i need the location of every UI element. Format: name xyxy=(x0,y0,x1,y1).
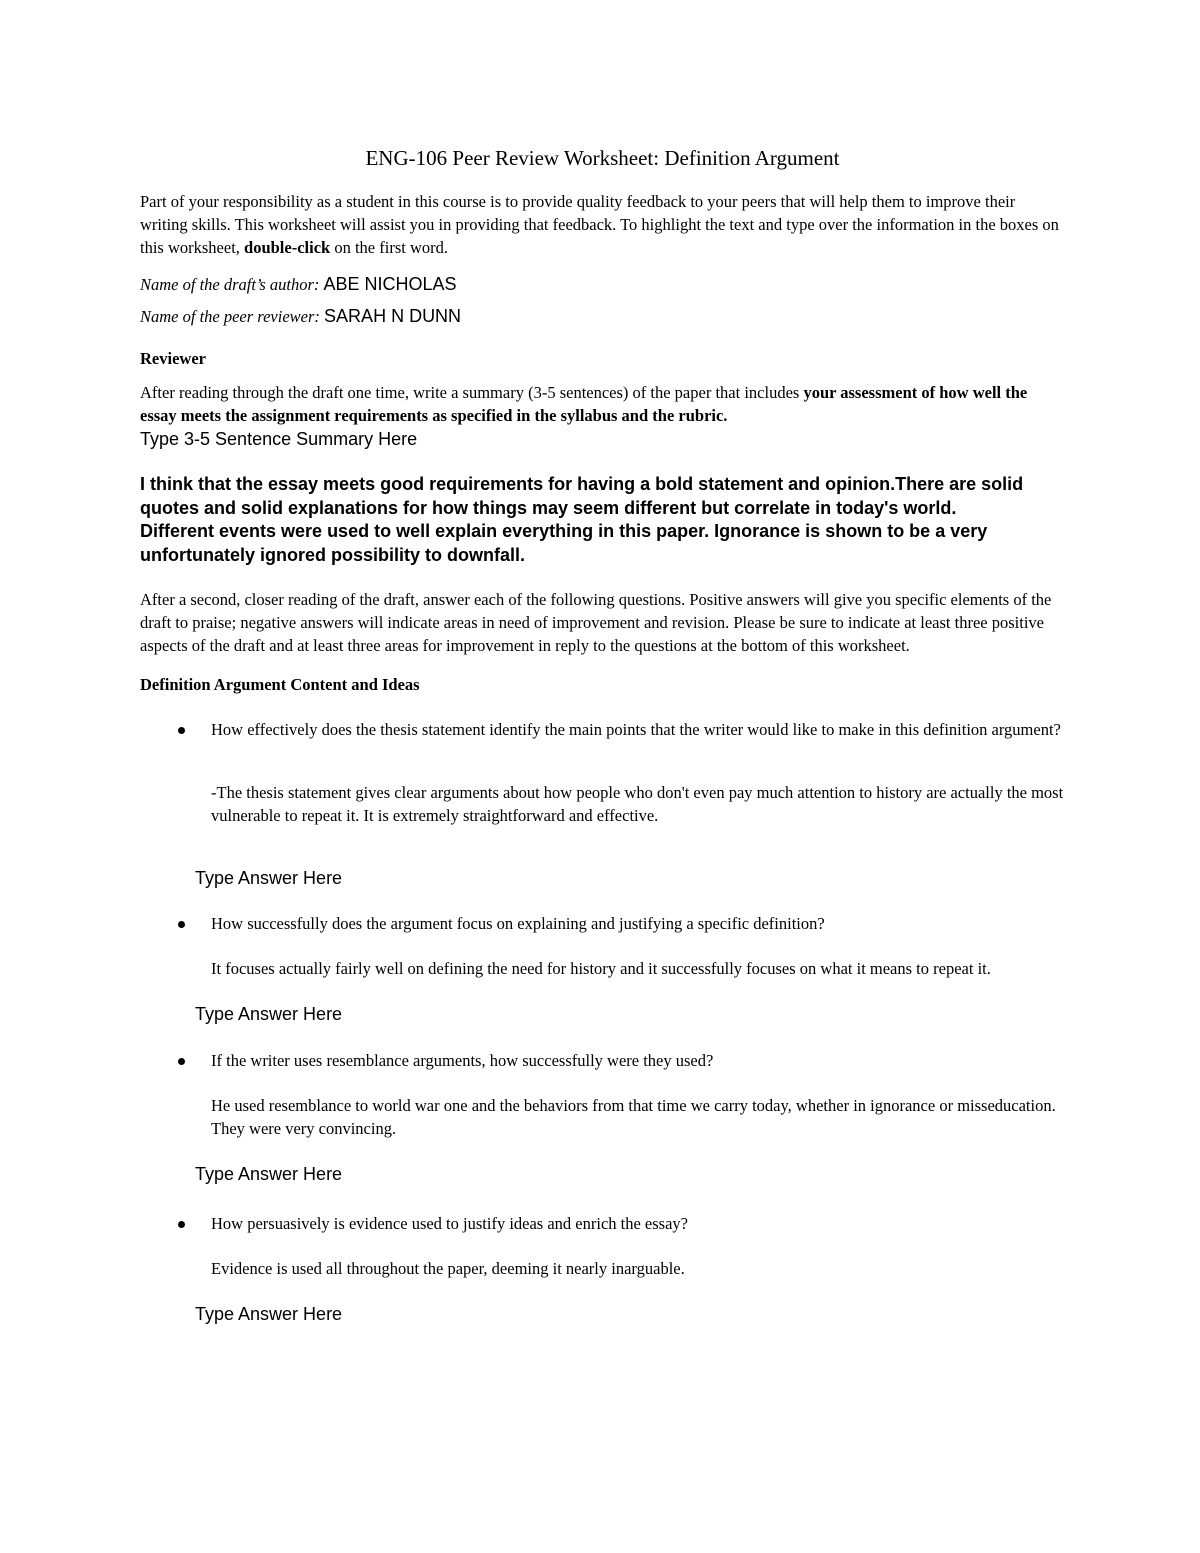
intro-bold-text: double-click xyxy=(244,238,331,257)
reviewer-name-field[interactable]: SARAH N DUNN xyxy=(324,306,462,326)
answer-text-field[interactable]: He used resemblance to world war one and the behaviors from that time we carry today, whether in ignorance or misseducation. They were very convincing. xyxy=(211,1096,1056,1138)
bullet-icon xyxy=(178,1058,185,1065)
question-item xyxy=(140,1212,1071,1235)
type-answer-field[interactable]: Type Answer Here xyxy=(195,1164,343,1184)
question-text: How successfully does the argument focus on explaining and justifying a specific definition? xyxy=(211,914,825,933)
content-ideas-heading: Definition Argument Content and Ideas xyxy=(140,675,420,694)
bullet-icon xyxy=(178,727,185,734)
intro-text-end: on the first word. xyxy=(330,238,448,257)
second-reading-instructions: After a second, closer reading of the draft, answer each of the following questions. Positive answers will give you specific elements of the draft to praise; negative answers will indicate areas in need of improvement and revision. Please be sure to indicate at least three positive aspects of the draft and at least three areas for improvement in reply to the questions at the bottom of this worksheet. xyxy=(140,590,1052,655)
summary-instructions-text: After reading through the draft one time, write a summary (3-5 sentences) of the paper that includes xyxy=(140,383,804,402)
summary-instructions xyxy=(140,381,1065,427)
page-title: ENG-106 Peer Review Worksheet: Definition Argument xyxy=(365,146,840,170)
intro-text: Part of your responsibility as a student in this course is to provide quality feedback to your peers that will help them to improve their writing skills. This worksheet will assist you in providing that feedback. To highlight the text and type over the information in the boxes on this worksheet, xyxy=(140,192,1059,257)
author-name-field[interactable]: ABE NICHOLAS xyxy=(323,274,457,294)
reviewer-line xyxy=(140,305,1065,328)
question-text: How effectively does the thesis statement identify the main points that the writer would like to make in this definition argument? xyxy=(211,720,1061,739)
worksheet-page xyxy=(140,140,1065,1326)
type-answer-field[interactable]: Type Answer Here xyxy=(195,1004,343,1024)
type-answer-field[interactable]: Type Answer Here xyxy=(195,868,343,888)
answer-text-field[interactable]: -The thesis statement gives clear arguments about how people who don't even pay much attention to history are actually the most vulnerable to repeat it. It is extremely straightforward and effective. xyxy=(211,783,1064,825)
author-line xyxy=(140,273,1065,296)
question-item xyxy=(140,1049,1071,1072)
question-item xyxy=(140,718,1071,741)
bullet-icon xyxy=(178,921,185,928)
summary-text-field[interactable]: I think that the essay meets good requirements for having a bold statement and opinion.There are solid quotes and solid explanations for how things may seem different but correlate in today's world. Different events were used to well explain everything in this paper. Ignorance is shown to be a very unfortunately ignored possibility to downfall. xyxy=(140,474,1024,565)
intro-paragraph xyxy=(140,190,1065,259)
answer-text-field[interactable]: Evidence is used all throughout the paper, deeming it nearly inarguable. xyxy=(211,1259,685,1278)
answer-text-field[interactable]: It focuses actually fairly well on defining the need for history and it successfully focuses on what it means to repeat it. xyxy=(211,959,991,978)
bullet-icon xyxy=(178,1221,185,1228)
author-label: Name of the draft’s author: xyxy=(140,275,320,294)
question-text: If the writer uses resemblance arguments, how successfully were they used? xyxy=(211,1051,714,1070)
reviewer-label: Name of the peer reviewer: xyxy=(140,307,320,326)
question-text: How persuasively is evidence used to justify ideas and enrich the essay? xyxy=(211,1214,688,1233)
summary-field-heading[interactable]: Type 3-5 Sentence Summary Here xyxy=(140,429,418,449)
question-item xyxy=(140,912,1071,935)
type-answer-field[interactable]: Type Answer Here xyxy=(195,1304,343,1324)
summary-instructions-bold: your assessment of how well the essay meets the assignment requirements as specified in the syllabus and the rubric. xyxy=(140,383,1028,425)
reviewer-heading: Reviewer xyxy=(140,349,206,368)
